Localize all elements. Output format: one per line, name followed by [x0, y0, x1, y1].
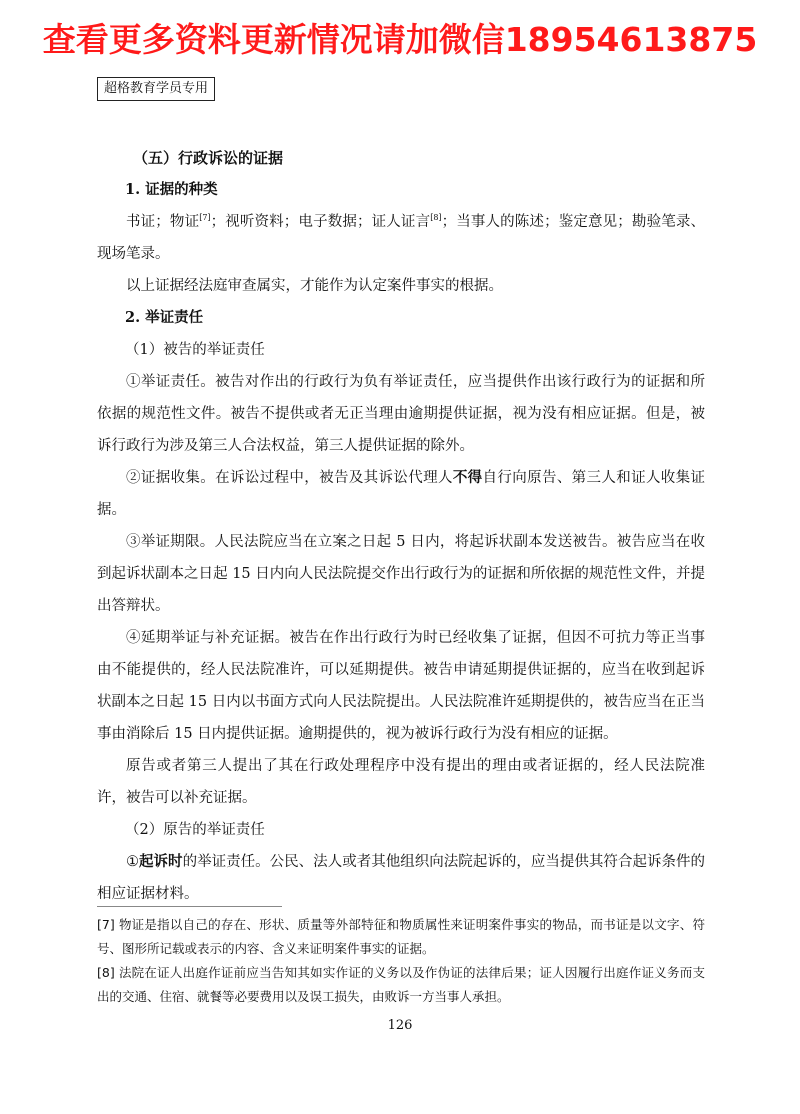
- footnote-7: [97, 913, 705, 961]
- plaintiff-text-a: ①: [126, 854, 140, 870]
- document-body: [97, 142, 705, 910]
- section-title: （五）行政诉讼的证据: [133, 149, 284, 167]
- collection-text-a: ②证据收集。在诉讼过程中，被告及其诉讼代理人: [126, 470, 453, 486]
- footnote-mark: [7]: [97, 917, 115, 932]
- paragraph-time-limit: ③举证期限。人民法院应当在立案之日起 5 日内，将起诉状副本发送被告。被告应当在收到起诉状副本之日起 15 日内向人民法院提交作出行政行为的证据和所依据的规范性文件，并提出答辩状。: [97, 534, 705, 614]
- footnote-text: 物证是指以自己的存在、形状、质量等外部特征和物质属性来证明案件事实的物品，而书证是以文字、符号、图形所记载或表示的内容、含义来证明案件事实的证据。: [97, 917, 705, 956]
- paragraph-evidence-collection: [97, 462, 705, 526]
- page-number: 126: [387, 1018, 413, 1033]
- footnote-divider: [97, 906, 282, 907]
- footnote-ref-7[interactable]: [7]: [199, 213, 211, 223]
- collection-bold: 不得: [452, 469, 483, 486]
- collection-text-b: 自行向原告、第三人和证人收集证据。: [97, 470, 706, 518]
- subheading-evidence-types: 1. 证据的种类: [125, 181, 218, 198]
- subheading-defendant-burden: （1）被告的举证责任: [125, 342, 265, 358]
- paragraph-evidence-note: 以上证据经法庭审查属实，才能作为认定案件事实的根据。: [126, 278, 503, 294]
- paragraph-supplement: 原告或者第三人提出了其在行政处理程序中没有提出的理由或者证据的，经人民法院准许，被告可以补充证据。: [97, 758, 705, 806]
- subheading-burden-of-proof: 2. 举证责任: [125, 309, 204, 326]
- footnote-8: [97, 961, 705, 1009]
- plaintiff-bold: 起诉时: [139, 853, 183, 870]
- paragraph-evidence-types: [97, 206, 705, 270]
- paragraph-burden: ①举证责任。被告对作出的行政行为负有举证责任，应当提供作出该行政行为的证据和所依据的规范性文件。被告不提供或者无正当理由逾期提供证据，视为没有相应证据。但是，被诉行政行为涉及第三人合法权益，第三人提供证据的除外。: [97, 374, 705, 454]
- evidence-types-a: 书证；物证: [126, 214, 200, 230]
- evidence-types-b: ；视听资料；电子数据；证人证言: [210, 214, 431, 230]
- paragraph-plaintiff-burden: [97, 846, 705, 910]
- student-only-stamp: 超格教育学员专用: [97, 77, 215, 101]
- watermark-banner: 查看更多资料更新情况请加微信18954613875: [42, 20, 758, 59]
- evidence-types-c: ；当事人的陈述；鉴定意见；勘验笔录、现场笔录。: [97, 214, 706, 262]
- plaintiff-text-b: 的举证责任。公民、法人或者其他组织向法院起诉的，应当提供其符合起诉条件的相应证据材料。: [97, 854, 706, 902]
- paragraph-extension: ④延期举证与补充证据。被告在作出行政行为时已经收集了证据，但因不可抗力等正当事由不能提供的，经人民法院准许，可以延期提供。被告申请延期提供证据的，应当在收到起诉状副本之日起 15 日内以书面方式向人民法院提出。人民法院准许延期提供的，被告应当在正当事由消除后 15 日内提供证据。逾期提供的，视为被诉行政行为没有相应的证据。: [97, 630, 705, 742]
- footnote-mark: [8]: [97, 965, 115, 980]
- subheading-plaintiff-burden: （2）原告的举证责任: [125, 822, 265, 838]
- footnote-text: 法院在证人出庭作证前应当告知其如实作证的义务以及作伪证的法律后果；证人因履行出庭作证义务而支出的交通、住宿、就餐等必要费用以及误工损失，由败诉一方当事人承担。: [97, 965, 705, 1004]
- footnotes: [97, 906, 705, 1009]
- footnote-ref-8[interactable]: [8]: [430, 213, 442, 223]
